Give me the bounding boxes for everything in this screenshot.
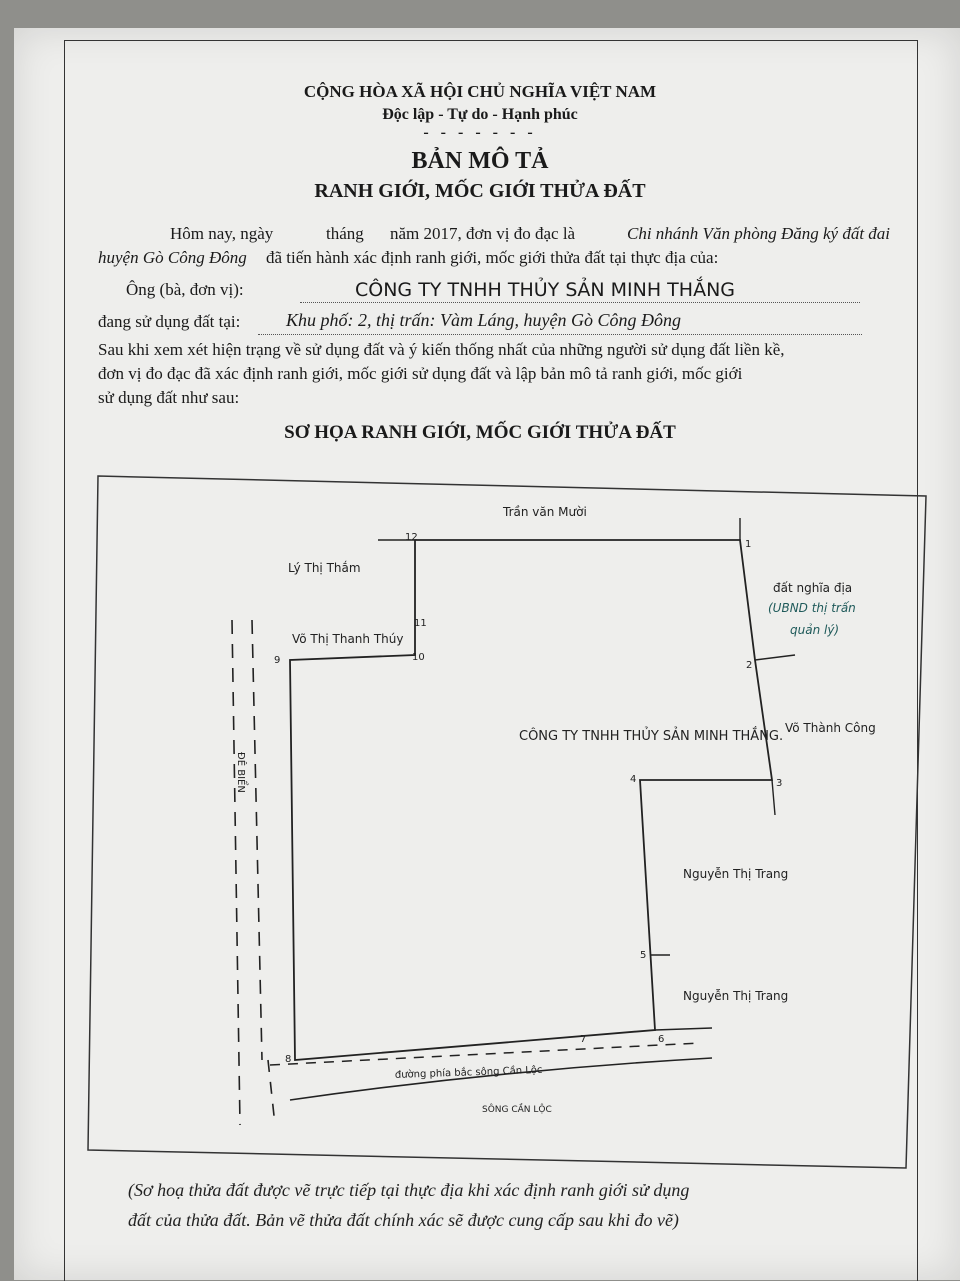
- point-6: 6: [658, 1034, 665, 1045]
- document-title: BẢN MÔ TẢ: [411, 148, 549, 174]
- neighbor-line-6: [655, 1028, 712, 1030]
- cemetery-note-line-2: quản lý): [790, 623, 840, 637]
- location-label: đang sử dụng đất tại:: [98, 312, 241, 331]
- neighbor-north: Trần văn Mười: [503, 505, 587, 519]
- road-edge-south: [290, 1058, 712, 1100]
- point-5: 5: [640, 950, 647, 961]
- location-value: Khu phố: 2, thị trấn: Vàm Láng, huyện Gò Công Đông: [286, 310, 681, 330]
- point-7: 7: [580, 1034, 587, 1045]
- owner-label: Ông (bà, đơn vị):: [126, 280, 244, 299]
- survey-unit-district: huyện Gò Công Đông: [98, 248, 247, 267]
- country-heading: CỘNG HÒA XÃ HỘI CHỦ NGHĨA VIỆT NAM: [303, 82, 657, 101]
- road-edge-north: [270, 1043, 700, 1065]
- footnote-line-1: (Sơ hoạ thửa đất được vẽ trực tiếp tại thực địa khi xác định ranh giới sử dụng: [128, 1180, 690, 1200]
- intro-text: đã tiến hành xác định ranh giới, mốc giới thửa đất tại thực địa của:: [266, 248, 719, 267]
- point-12: 12: [405, 532, 418, 543]
- dike-label: ĐÊ BIỂN: [235, 752, 246, 793]
- paragraph-line-1: Sau khi xem xét hiện trạng về sử dụng đất và ý kiến thống nhất của những người sử dụng đất liền kề,: [98, 340, 785, 359]
- point-4: 4: [630, 774, 637, 785]
- neighbor-west-small: Võ Thị Thanh Thúy: [292, 632, 404, 646]
- neighbor-cemetery: đất nghĩa địa: [773, 581, 853, 595]
- neighbor-east: Võ Thành Công: [785, 721, 876, 735]
- motto: Độc lập - Tự do - Hạnh phúc: [382, 106, 578, 123]
- intro-date-year: năm 2017, đơn vị đo đạc là: [390, 224, 576, 243]
- point-11: 11: [414, 618, 427, 629]
- motto-separator: - - - - - - -: [423, 124, 537, 141]
- point-8: 8: [285, 1054, 292, 1065]
- neighbor-line-2: [755, 655, 795, 660]
- road-label: đường phía bắc sông Cần Lộc: [394, 1064, 543, 1081]
- paragraph-line-3: sử dụng đất như sau:: [98, 388, 240, 407]
- neighbor-southeast-1: Nguyễn Thị Trang: [683, 867, 789, 881]
- point-10: 10: [412, 652, 425, 663]
- sketch-frame: [88, 476, 926, 1168]
- point-2: 2: [746, 660, 753, 671]
- point-1: 1: [745, 539, 752, 550]
- paragraph-line-2: đơn vị đo đạc đã xác định ranh giới, mốc giới sử dụng đất và lập bản mô tả ranh giới, mốc giới: [98, 364, 743, 383]
- point-9: 9: [274, 655, 281, 666]
- parcel-owner-label: CÔNG TY TNHH THỦY SẢN MINH THẮNG.: [519, 729, 784, 744]
- dike-line-lower: [268, 1060, 275, 1125]
- river-label: SÔNG CẦN LỘC: [482, 1105, 552, 1115]
- neighbor-southeast-2: Nguyễn Thị Trang: [683, 989, 789, 1003]
- neighbor-northwest: Lý Thị Thắm: [288, 561, 361, 575]
- owner-value: CÔNG TY TNHH THỦY SẢN MINH THẮNG: [355, 279, 735, 301]
- sketch-title: SƠ HỌA RANH GIỚI, MỐC GIỚI THỬA ĐẤT: [284, 422, 676, 443]
- parcel-boundary: [290, 540, 772, 1060]
- dike-line-right: [252, 620, 262, 1060]
- survey-unit: Chi nhánh Văn phòng Đăng ký đất đai: [627, 224, 891, 243]
- point-3: 3: [776, 778, 783, 789]
- cemetery-note-line-1: (UBND thị trấn: [768, 601, 856, 615]
- footnote-line-2: đất của thửa đất. Bản vẽ thửa đất chính xác sẽ được cung cấp sau khi đo vẽ): [128, 1210, 679, 1230]
- neighbor-line-3: [772, 780, 775, 815]
- dike-line-left: [232, 620, 240, 1125]
- intro-date-month: tháng: [326, 224, 364, 243]
- document-subtitle: RANH GIỚI, MỐC GIỚI THỬA ĐẤT: [314, 180, 646, 202]
- intro-date-day: Hôm nay, ngày: [170, 224, 274, 243]
